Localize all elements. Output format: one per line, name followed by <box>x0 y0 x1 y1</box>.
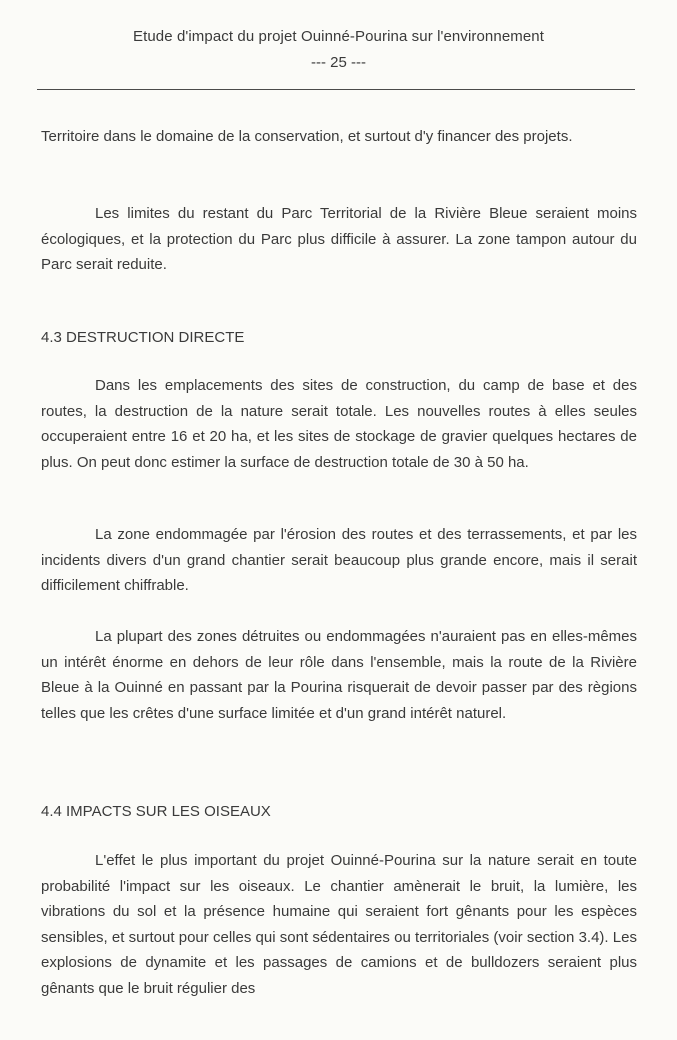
section-heading-4-3: 4.3 DESTRUCTION DIRECTE <box>41 329 245 346</box>
header-divider <box>37 89 635 90</box>
paragraph-4: La zone endommagée par l'érosion des routes et des terrassements, et par les incidents divers d'un grand chantier serait beaucoup plus grande encore, mais il serait difficilement chiffrable. <box>41 526 637 594</box>
header-title: Etude d'impact du projet Ouinné-Pourina sur l'environnement <box>132 28 545 45</box>
section-heading-4-4: 4.4 IMPACTS SUR LES OISEAUX <box>41 803 271 820</box>
paragraph-1: Territoire dans le domaine de la conservation, et surtout d'y financer des projets. <box>41 128 573 145</box>
paragraph-6: L'effet le plus important du projet Ouinné-Pourina sur la nature serait en toute probabilité l'impact sur les oiseaux. Le chantier amènerait le bruit, la lumière, les vibrations du sol et la présence humaine qui seraient fort gênants pour les espèces sensibles, et surtout pour celles qui sont sédentaires ou territoriales (voir section 3.4). Les explosions de dynamite et les passages de camions et de bulldozers seraient plus gênants que le bruit régulier des <box>41 852 637 997</box>
page-number: --- 25 --- <box>311 54 366 71</box>
paragraph-2: Les limites du restant du Parc Territorial de la Rivière Bleue seraient moins écologiques, et la protection du Parc plus difficile à assurer. La zone tampon autour du Parc serait reduite. <box>41 205 637 273</box>
paragraph-5: La plupart des zones détruites ou endommagées n'auraient pas en elles-mêmes un intérêt énorme en dehors de leur rôle dans l'ensemble, mais la route de la Rivière Bleue à la Ouinné en passant par la Pourina risquerait de devoir passer par des règions telles que les crêtes d'une surface limitée et d'un grand intérêt naturel. <box>41 628 637 722</box>
paragraph-3: Dans les emplacements des sites de construction, du camp de base et des routes, la destruction de la nature serait totale. Les nouvelles routes à elles seules occuperaient entre 16 et 20 ha, et les sites de stockage de gravier quelques hectares de plus. On peut donc estimer la surface de destruction totale de 30 à 50 ha. <box>41 377 637 471</box>
